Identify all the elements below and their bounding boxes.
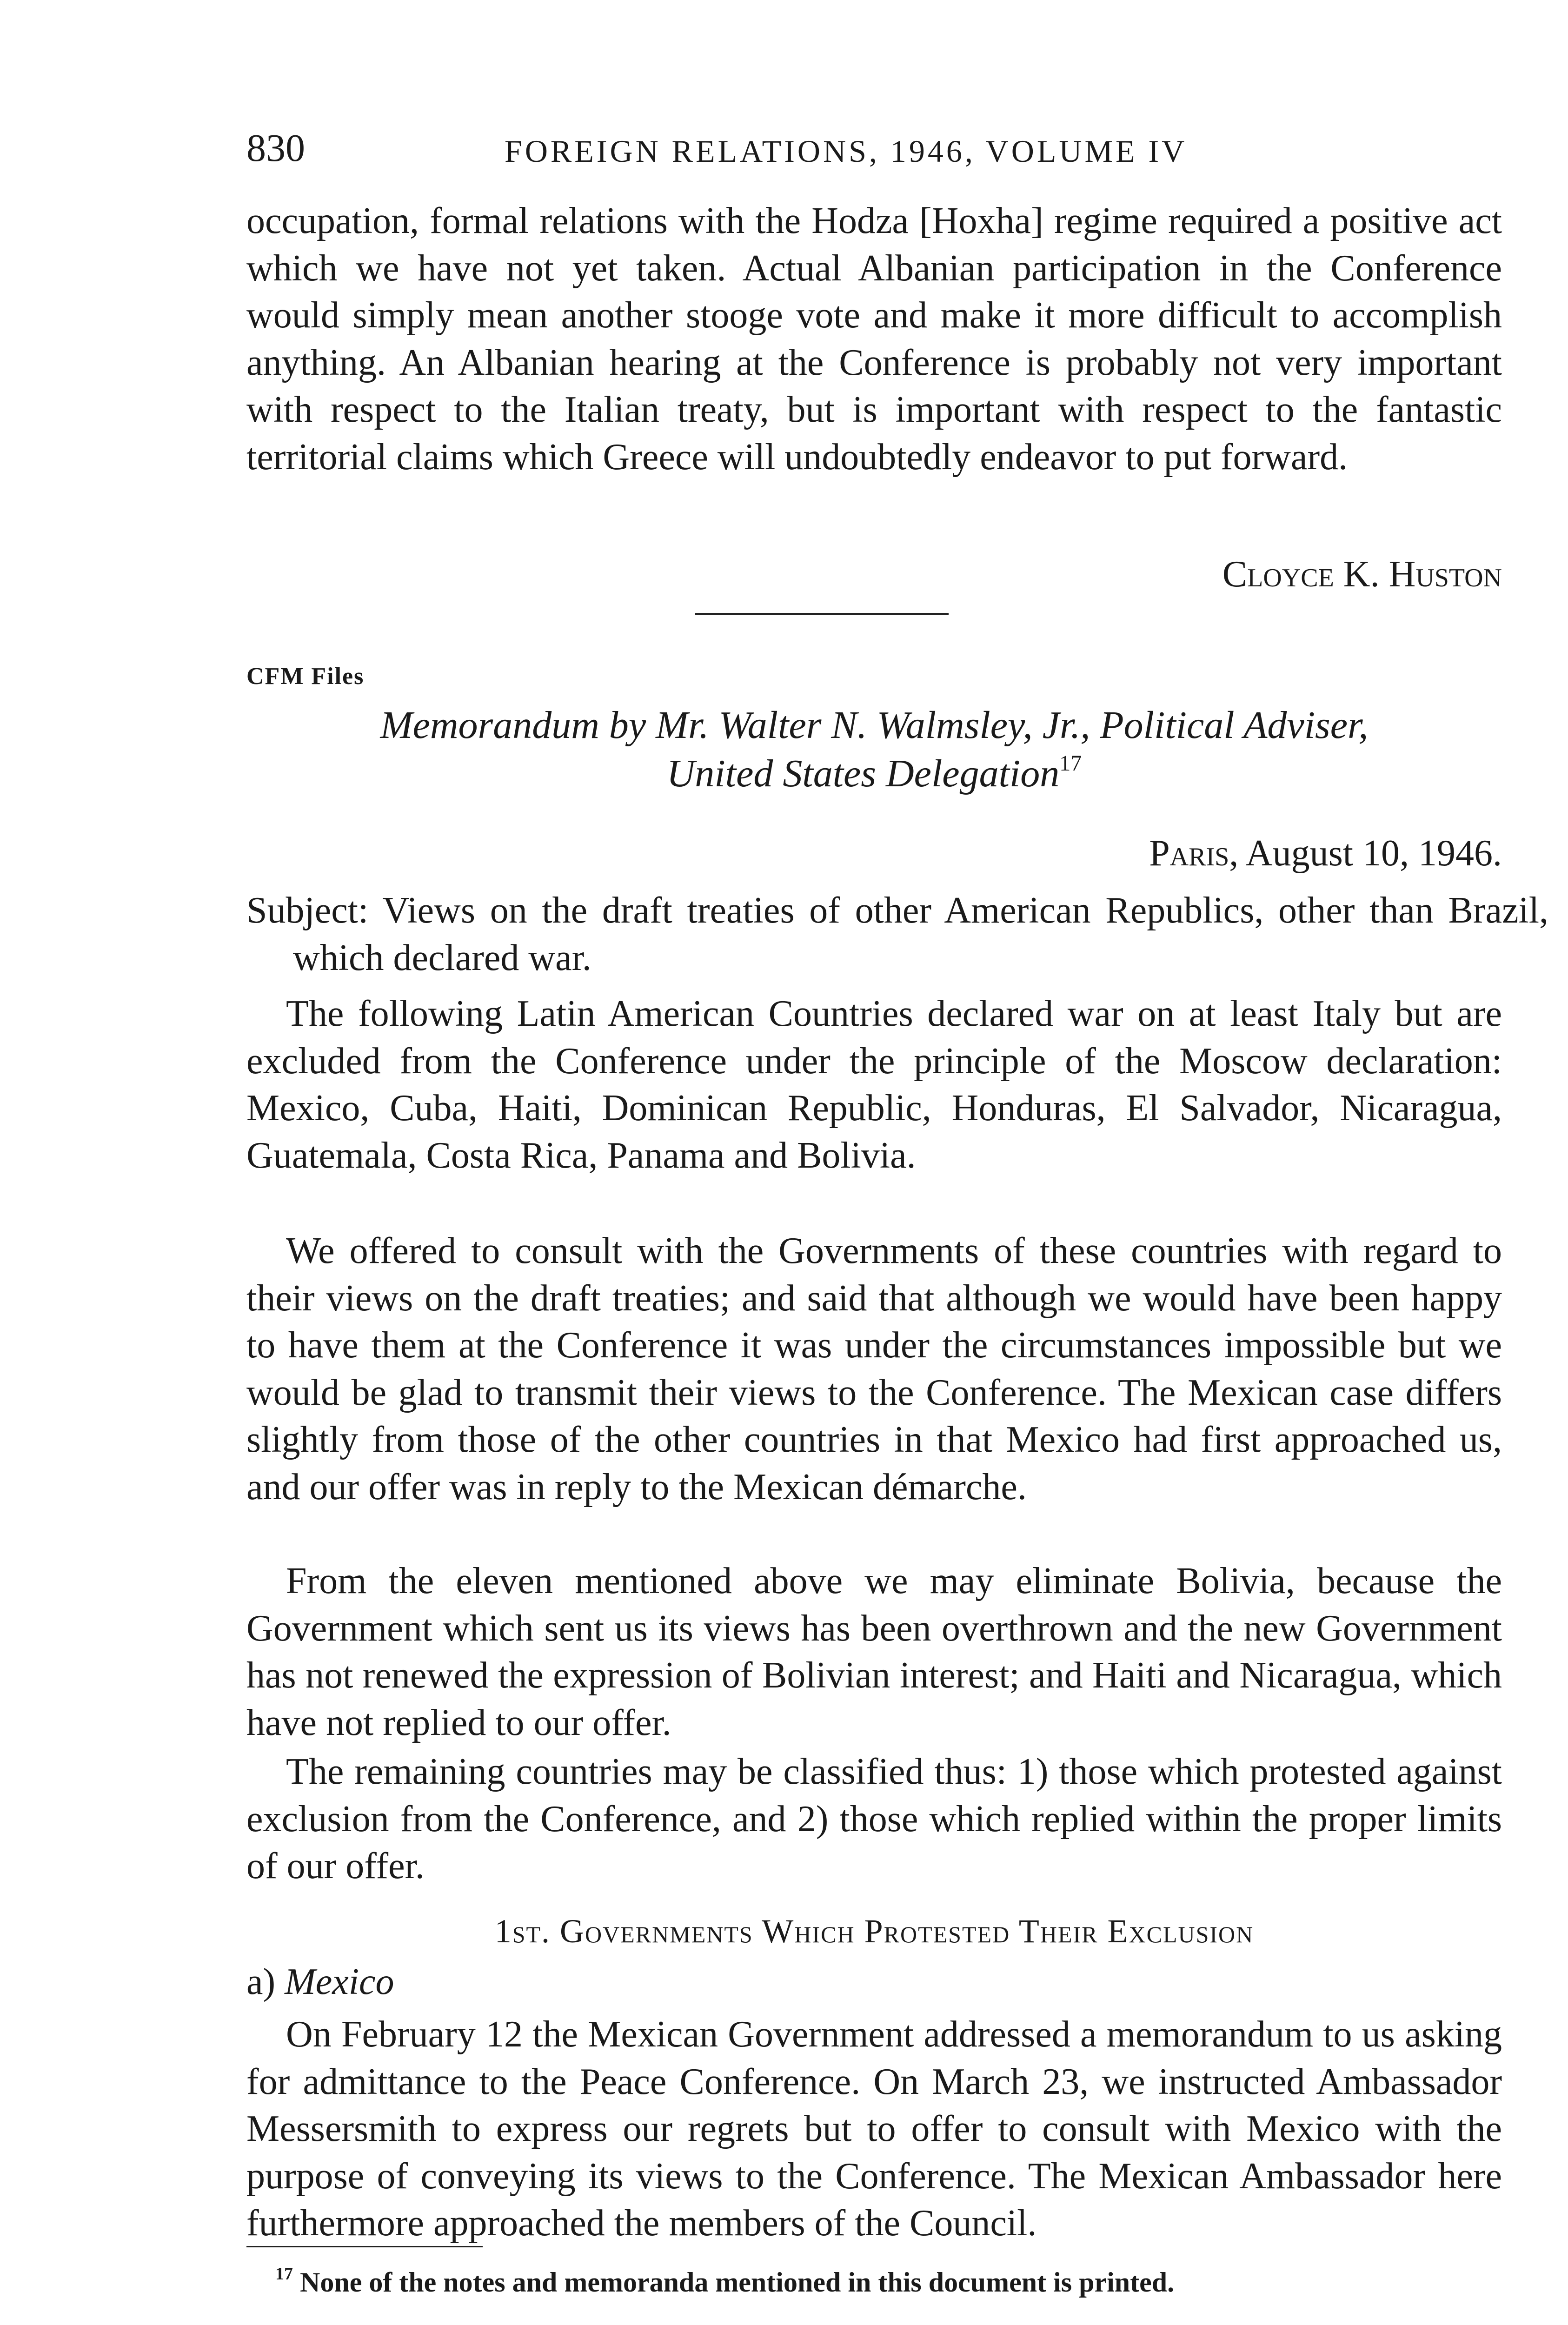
subsection-title: Mexico xyxy=(285,1961,394,2002)
footnote-rule xyxy=(246,2246,483,2247)
footnote-reference: 17 xyxy=(1059,751,1082,776)
page-number: 830 xyxy=(246,126,305,170)
body-paragraph: The following Latin American Countries declared war on at least Italy but are excluded from the Conference under the principle of the Moscow declaration: Mexico, Cuba, Haiti, Dominican Republic, Honduras, El Salvador, Nicaragua, Guatemala, Costa Rica, Panama and Bolivia. xyxy=(246,993,1502,1176)
running-head: FOREIGN RELATIONS, 1946, VOLUME IV xyxy=(505,133,1188,169)
section-divider xyxy=(695,613,949,615)
dateline-place: Paris, xyxy=(1149,833,1239,874)
body-paragraph: From the eleven mentioned above we may eliminate Bolivia, because the Government which sent us its views has been overthrown and the new Government has not renewed the expression of Bolivian interest; and Haiti and Nicaragua, which have not replied to our offer. xyxy=(246,1561,1502,1743)
footnote-mark: 17 xyxy=(275,2264,293,2284)
subsection-label: a) xyxy=(246,1961,276,2002)
memo-title-line2: United States Delegation xyxy=(666,752,1060,795)
dateline-date: August 10, 1946. xyxy=(1245,833,1502,874)
body-paragraph: On February 12 the Mexican Government addressed a memorandum to us asking for admittance to the Peace Conference. On March 23, we instructed Ambassador Messersmith to express our regrets but to offer to consult with Mexico with the purpose of conveying its views to the Conference. The Mexican Ambassador here furthermore approached the members of the Council. xyxy=(246,2014,1502,2244)
subject-line: Subject: Views on the draft treaties of other American Republics, other than Brazil, which declared war. xyxy=(246,890,1548,978)
continued-paragraph: occupation, formal relations with the Hodza [Hoxha] regime required a positive act which we have not yet taken. Actual Albanian participation in the Conference would simply mean another stooge vote and make it more difficult to accomplish anything. An Albanian hearing at the Conference is probably not very important with respect to the Italian treaty, but is important with respect to the fantastic territorial claims which Greece will undoubtedly endeavor to put forward. xyxy=(246,200,1502,478)
body-paragraph: We offered to consult with the Governments of these countries with regard to their views on the draft treaties; and said that although we would have been happy to have them at the Conference it was under the circumstances impossible but we would be glad to transmit their views to the Conference. The Mexican case differs slightly from those of the other countries in that Mexico had first approached us, and our offer was in reply to the Mexican démarche. xyxy=(246,1230,1502,1508)
section-heading: 1st. Governments Which Protested Their Exclusion xyxy=(494,1913,1254,1950)
signature: Cloyce K. Huston xyxy=(1222,554,1502,595)
footnote-text: None of the notes and memoranda mentioned in this document is printed. xyxy=(300,2267,1175,2298)
source-label: CFM Files xyxy=(246,663,365,690)
body-paragraph: The remaining countries may be classified thus: 1) those which protested against exclusion from the Conference, and 2) those which replied within the proper limits of our offer. xyxy=(246,1751,1502,1887)
page-header xyxy=(246,126,1502,177)
memo-title-line1: Memorandum by Mr. Walter N. Walmsley, Jr., Political Adviser, xyxy=(380,704,1369,747)
footnote xyxy=(246,2265,1502,2300)
dateline xyxy=(246,832,1502,875)
memo-title xyxy=(246,701,1502,798)
subsection-heading xyxy=(246,1961,1502,2003)
